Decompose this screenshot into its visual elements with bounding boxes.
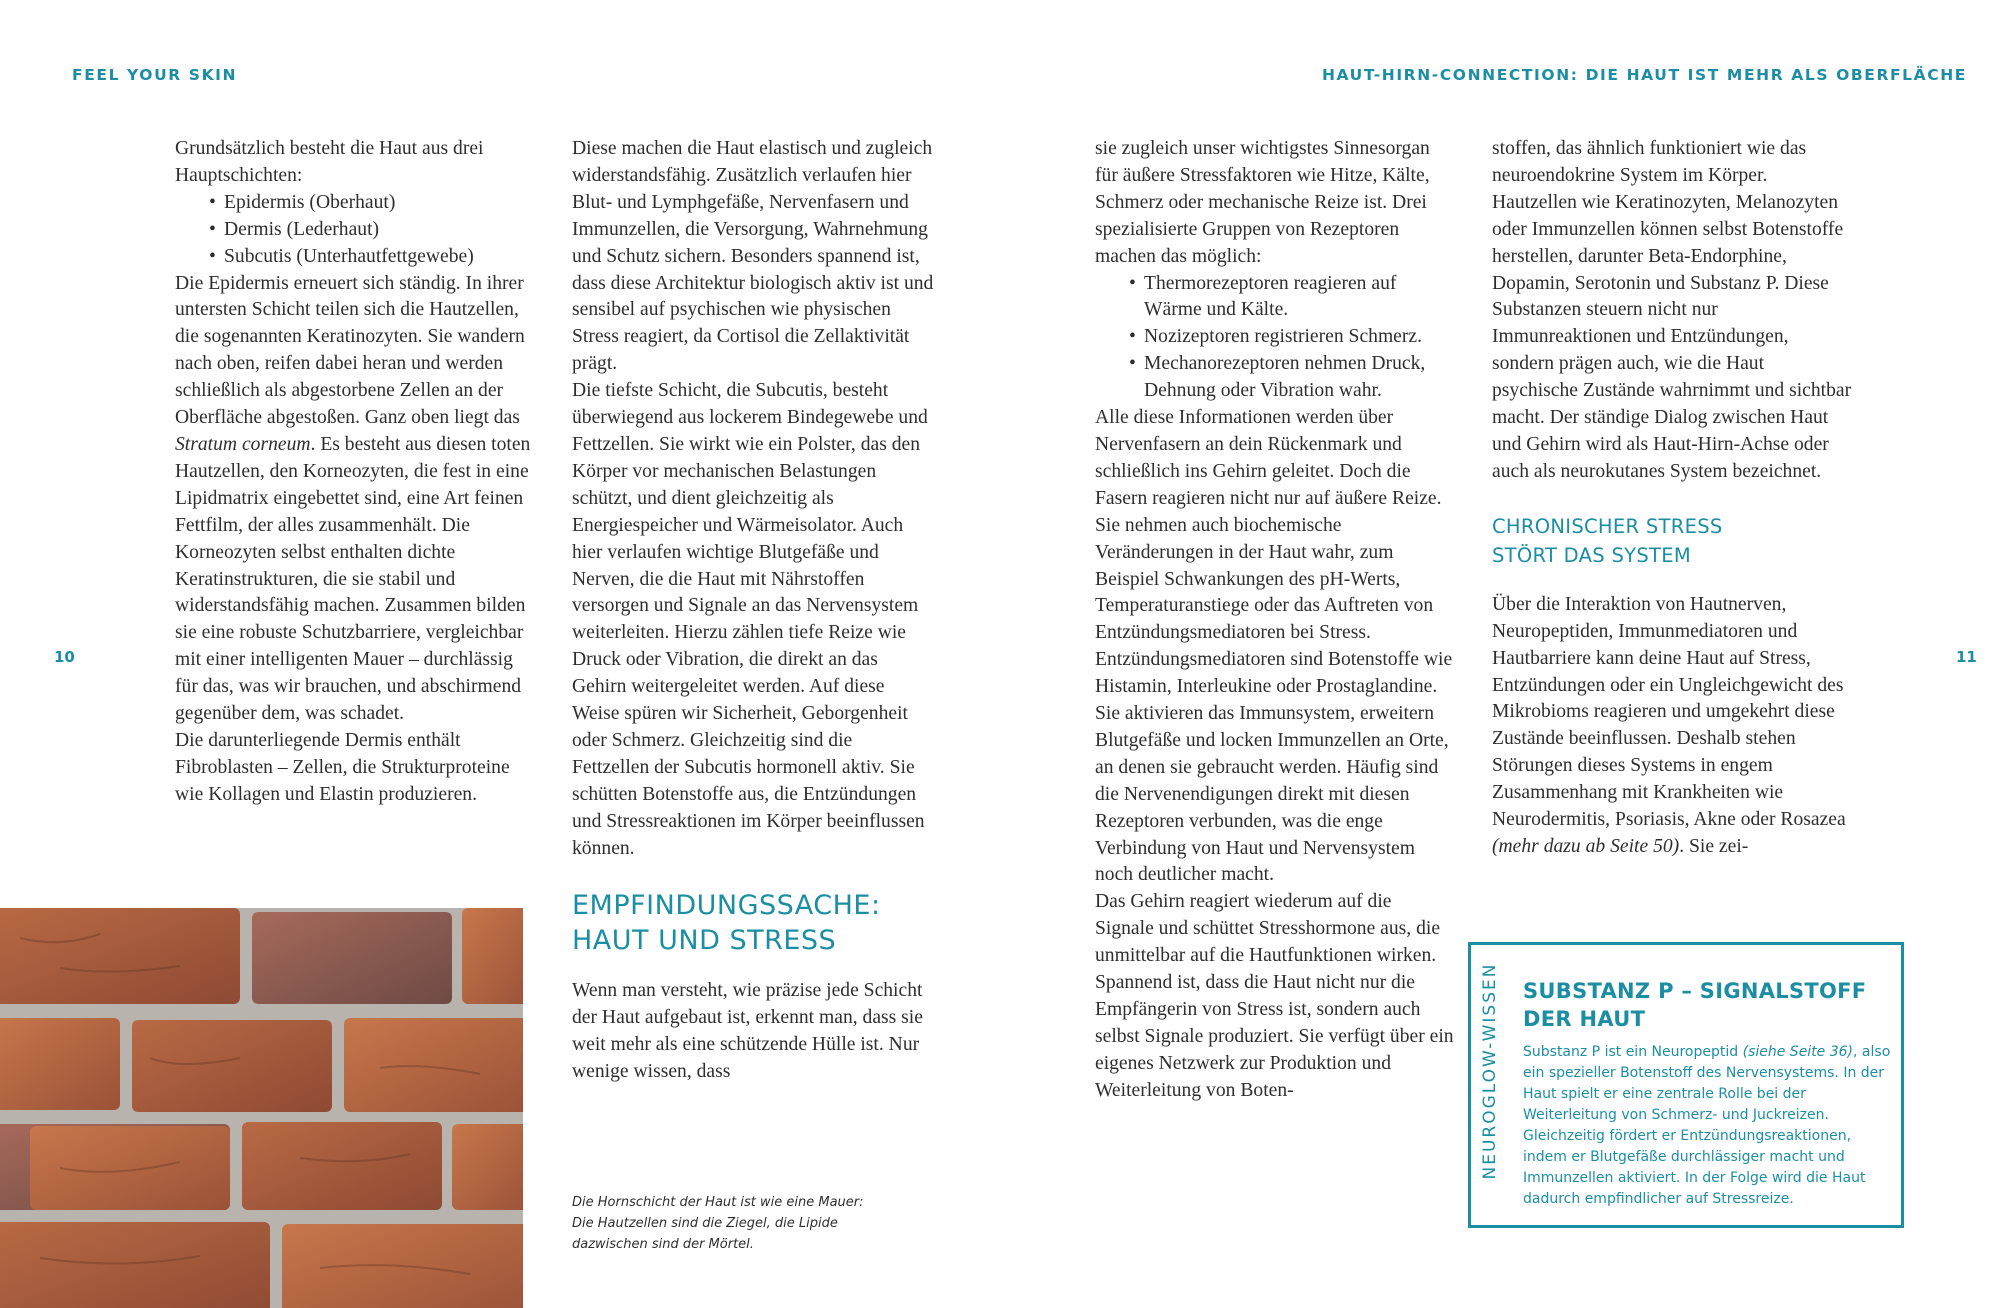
caption-line: Die Hautzellen sind die Ziegel, die Lipide bbox=[572, 1216, 838, 1231]
page-reference: (mehr dazu ab Seite 50) bbox=[1492, 835, 1680, 857]
sense-organ-paragraph: sie zugleich unser wichtigstes Sinnesorgan für äußere Stressfaktoren wie Hitze, Kälte, Schmerz oder mechanische Reize ist. Drei spezialisierte Gruppen von Rezeptoren machen das möglich: bbox=[1095, 138, 1430, 267]
interaction-paragraph bbox=[1492, 592, 1854, 861]
section-heading-haut-und-stress bbox=[572, 888, 934, 958]
list-item: • Mechanorezeptoren nehmen Druck, Dehnung oder Vibration wahr. bbox=[1129, 351, 1455, 405]
skin-layers-list bbox=[175, 190, 537, 271]
emphasis-text: Stratum corneum bbox=[175, 433, 311, 455]
stress-intro-paragraph: Wenn man versteht, wie präzise jede Schicht der Haut aufgebaut ist, erkennt man, dass sie weit mehr als eine schützende Hülle ist. Nur wenige wissen, dass bbox=[572, 980, 923, 1083]
intro-paragraph: Grundsätzlich besteht die Haut aus drei Hauptschichten: bbox=[175, 138, 484, 186]
list-item: • Epidermis (Oberhaut) bbox=[209, 190, 537, 217]
info-box-text bbox=[1523, 1042, 1895, 1210]
info-text: Substanz P ist ein Neuropeptid bbox=[1523, 1044, 1743, 1060]
running-head-left: FEEL YOUR SKIN bbox=[72, 66, 238, 84]
brick-wall-image bbox=[0, 908, 523, 1308]
paragraph-text: . Es besteht aus diesen toten Hautzellen, den Korneozyten, die fest in eine Lipidmatrix eingebettet sind, eine Art feinen Fettfilm, der alles zusammenhält. Die Korneozyten selbst enthalten dichte Keratinstrukturen, die sie stabil und widerstandsfähig machen. Zusammen bilden sie eine robuste Schutzbarriere, vergleichbar mit einer intelligenten Mauer – durchlässig für das, was wir brauchen, und abschirmend gegenüber dem, was schadet. bbox=[175, 433, 531, 725]
receptors-list bbox=[1095, 271, 1455, 406]
dermis-continued-paragraph: Diese machen die Haut elastisch und zugleich widerstandsfähig. Zusätzlich verlaufen hier Blut- und Lymphgefäße, Nervenfasern und Immunzellen, die Versorgung, Wahrnehmung und Schutz sichern. Besonders spannend ist, dass diese Architektur biologisch aktiv ist und sensibel auf psychischen wie physischen Stress reagiert, da Cortisol die Zellaktivität prägt. bbox=[572, 138, 934, 375]
caption-line: dazwischen sind der Mörtel. bbox=[572, 1237, 754, 1252]
dermis-paragraph: Die darunterliegende Dermis enthält Fibroblasten – Zellen, die Strukturproteine wie Kollagen und Elastin produzieren. bbox=[175, 729, 510, 805]
list-item: • Thermorezeptoren reagieren auf Wärme und Kälte. bbox=[1129, 271, 1455, 325]
paragraph-text: . Sie zei- bbox=[1679, 835, 1749, 857]
heading-line: EMPFINDUNGSSACHE: bbox=[572, 890, 881, 922]
section-heading-chronischer-stress bbox=[1492, 512, 1854, 570]
running-head-right: HAUT-HIRN-CONNECTION: DIE HAUT IST MEHR ALS OBERFLÄCHE bbox=[1321, 66, 1967, 84]
text-column-2 bbox=[572, 136, 934, 1086]
title-line: SUBSTANZ P – SIGNALSTOFF bbox=[1523, 979, 1867, 1003]
info-text: , also ein spezieller Botenstoff des Nervensystems. In der Haut spielt er eine zentrale Rolle bei der Weiterleitung von Schmerz- und Juckreizen. Gleichzeitig fördert er Entzündungsreaktionen, indem er Blutgefäße durchlässiger macht und Immunzellen aktiviert. In der Folge wird die Haut dadurch empfindlicher auf Stressreize. bbox=[1523, 1044, 1891, 1207]
side-label-text: NEUROGLOW-WISSEN bbox=[1480, 962, 1500, 1180]
list-item: • Nozizeptoren registrieren Schmerz. bbox=[1129, 324, 1455, 351]
text-column-1 bbox=[175, 136, 537, 809]
nerve-fibers-paragraph: Alle diese Informationen werden über Nervenfasern an dein Rückenmark und schließlich ins Gehirn geleitet. Doch die Fasern reagieren nicht nur auf äußere Reize. Sie nehmen auch biochemische Veränderungen in der Haut wahr, zum Beispiel Schwankungen des pH-Werts, Temperaturanstiege oder das Auftreten von Entzündungsmediatoren bei Stress. Entzündungsmediatoren sind Botenstoffe wie Histamin, Interleukine oder Prostaglandine. Sie aktivieren das Immunsystem, erweitern Blutgefäße und locken Immunzellen an Orte, an denen sie gebraucht werden. Häufig sind die Nervenendigungen direkt mit diesen Rezeptoren verbunden, was die enge Verbindung von Haut und Nervensystem noch deutlicher macht. bbox=[1095, 407, 1453, 886]
paragraph-text: Über die Interaktion von Hautnerven, Neuropeptiden, Immunmediatoren und Hautbarriere kann deine Haut auf Stress, Entzündungen oder ein Ungleichgewicht des Mikrobioms reagieren und umgekehrt diese Zustände beeinflussen. Deshalb stehen Störungen dieses Systems in engem Zusammenhang mit Krankheiten wie Neurodermitis, Psoriasis, Akne oder Rosazea bbox=[1492, 593, 1846, 831]
page-reference: (siehe Seite 36) bbox=[1742, 1044, 1854, 1060]
paragraph-text: Die Epidermis erneuert sich ständig. In ihrer untersten Schicht teilen sich die Hautzellen, die sogenannten Keratinozyten. Sie wandern nach oben, reifen dabei heran und werden schließlich als abgestorbene Zellen an der Oberfläche abgestoßen. Ganz oben liegt das bbox=[175, 272, 525, 429]
brain-reaction-paragraph: Das Gehirn reagiert wiederum auf die Signale und schüttet Stresshormone aus, die unmittelbar auf die Hautfunktionen wirken. Spannend ist, dass die Haut nicht nur die Empfängerin von Stress ist, sondern auch selbst Signale produziert. Sie verfügt über ein eigenes Netzwerk zur Produktion und Weiterleitung von Boten- bbox=[1095, 891, 1454, 1101]
title-line: DER HAUT bbox=[1523, 1007, 1646, 1031]
info-box-substanz-p bbox=[1468, 942, 1904, 1228]
list-item: • Dermis (Lederhaut) bbox=[209, 217, 537, 244]
neuroendocrine-paragraph: stoffen, das ähnlich funktioniert wie das neuroendokrine System im Körper. Hautzellen wie Keratinozyten, Melanozyten oder Immunzellen können selbst Botenstoffe herstellen, darunter Beta-Endorphine, Dopamin, Serotonin und Substanz P. Diese Substanzen steuern nicht nur Immunreaktionen und Entzündungen, sondern prägen auch, wie die Haut psychische Zustände wahrnimmt und sichtbar macht. Der ständige Dialog zwischen Haut und Gehirn wird als Haut-Hirn-Achse oder auch als neurokutanes System bezeichnet. bbox=[1492, 138, 1852, 482]
page-number-left: 10 bbox=[54, 648, 75, 666]
photo-caption bbox=[572, 1192, 892, 1255]
caption-line: Die Hornschicht der Haut ist wie eine Mauer: bbox=[572, 1195, 864, 1210]
text-column-4 bbox=[1492, 136, 1854, 861]
text-column-3 bbox=[1095, 136, 1455, 1105]
subcutis-paragraph: Die tiefste Schicht, die Subcutis, besteht überwiegend aus lockerem Bindegewebe und Fettzellen. Sie wirkt wie ein Polster, das den Körper vor mechanischen Belastungen schützt, und dient gleichzeitig als Energiespeicher und Wärmeisolator. Auch hier verlaufen wichtige Blutgefäße und Nerven, die die Haut mit Nährstoffen versorgen und Signale an das Nervensystem weiterleiten. Hierzu zählen tiefe Reize wie Druck oder Vibration, die direkt an das Gehirn weitergeleitet werden. Auf diese Weise spüren wir Sicherheit, Geborgenheit oder Schmerz. Gleichzeitig sind die Fettzellen der Subcutis hormonell aktiv. Sie schütten Botenstoffe aus, die Entzündungen und Stressreaktionen im Körper beeinflussen können. bbox=[572, 380, 928, 859]
epidermis-paragraph bbox=[175, 271, 537, 728]
list-item: • Subcutis (Unterhautfettgewebe) bbox=[209, 244, 537, 271]
info-box-title bbox=[1523, 977, 1873, 1033]
heading-line: STÖRT DAS SYSTEM bbox=[1492, 543, 1691, 567]
page-number-right: 11 bbox=[1956, 648, 1977, 666]
heading-line: CHRONISCHER STRESS bbox=[1492, 514, 1723, 538]
heading-line: HAUT UND STRESS bbox=[572, 925, 837, 957]
info-box-side-label bbox=[1475, 953, 1505, 1189]
brick-wall-photo bbox=[0, 908, 523, 1308]
